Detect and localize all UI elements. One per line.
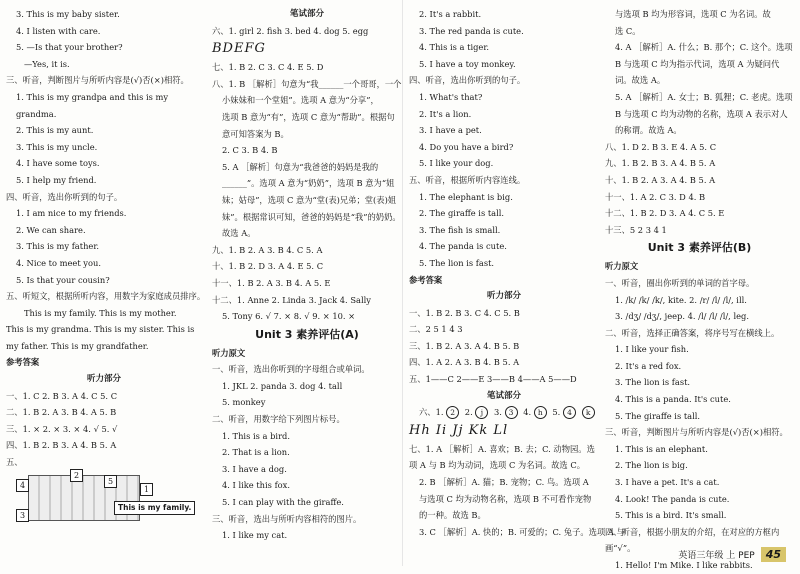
col4-line: 选 C。 <box>615 25 641 36</box>
column-2 <box>212 6 402 540</box>
col1-line: 2. We can share. <box>16 224 86 235</box>
col3-line: 4. Do you have a bird? <box>419 141 514 152</box>
col4-line: 2. The lion is big. <box>615 460 688 471</box>
order-box: 4 <box>16 479 29 492</box>
col1-line: 三、听音，判断图片与所听内容是(√)否(×)相符。 <box>6 75 189 86</box>
col3-line: 二、2 5 1 4 3 <box>409 324 463 335</box>
col2-line: 听力原文 <box>212 347 246 358</box>
family-caption: This is my family. <box>114 501 195 515</box>
col3-line: 听力部分 <box>486 291 521 302</box>
col4-line: 听力原文 <box>605 261 639 272</box>
col1-line: 二、1. B 2. A 3. B 4. A 5. B <box>6 407 117 418</box>
col4-line: 一、听音，圈出你听到的单词的首字母。 <box>605 277 755 288</box>
col2-line: Unit 3 素养评估(A) <box>255 327 359 341</box>
col4-line: 十三、5 2 3 4 1 <box>605 224 667 235</box>
col1-line: grandma. <box>16 108 57 119</box>
col1-line: 五、 <box>6 457 23 468</box>
col4-line: 1. /k/ /k/ /k/, kite. 2. /r/ /l/ /l/, ill. <box>615 294 747 305</box>
col3-line: 5. I like your dog. <box>419 158 494 169</box>
circled-letter: k <box>582 406 595 419</box>
col4-line: 3. I have a pet. It's a cat. <box>615 477 720 488</box>
col3-line: 4. This is a tiger. <box>419 42 490 53</box>
col4-line: 4. A ［解析］A. 什么；B. 那个；C. 这个。选项 B 与选项 C 均为指示代词，选项 A 为疑问代词。故选 A。 <box>615 42 793 86</box>
col3-line: 3. The red panda is cute. <box>419 25 524 36</box>
circled-letter: h <box>534 406 547 419</box>
col2-line: 1. I like my cat. <box>222 530 288 541</box>
page-number: 45 <box>761 547 786 562</box>
col1-line: 5. —Is that your brother? <box>16 42 123 53</box>
col3-line: 2. B ［解析］A. 猫；B. 宠物；C. 鸟。选项 A 与选项 C 均为动物名称，选项 B 不可看作宠物的一种。故选 B。 <box>419 477 592 521</box>
col1-line: 1. This is my grandpa and this is my <box>16 91 169 102</box>
col3-line: 3. I have a pet. <box>419 125 482 136</box>
col3-line: 参考答案 <box>409 274 443 285</box>
col3-line: 一、1. B 2. B 3. C 4. C 5. B <box>409 307 520 318</box>
col4-line: 4. Look! The panda is cute. <box>615 493 730 504</box>
col3-line: 2. The giraffe is tall. <box>419 208 505 219</box>
col1-line: This is my family. This is my mother. <box>24 307 177 318</box>
col4-line: 5. A ［解析］A. 女士；B. 狐狸；C. 老虎。选项 B 与选项 C 均为动物的名称，选项 A 表示对人的称谓。故选 A。 <box>615 91 793 136</box>
col1-line: 一、1. C 2. B 3. A 4. C 5. C <box>6 390 118 401</box>
col2-line: 4. I like this fox. <box>222 480 290 491</box>
col3-line: 四、1. A 2. A 3. B 4. B 5. A <box>409 357 520 368</box>
col3-line: Hh Ii Jj Kk Ll <box>409 422 509 438</box>
col3-line: 2. It's a lion. <box>419 108 472 119</box>
col2-line: 笔试部分 <box>289 9 324 19</box>
col3-line: 五、1——C 2——E 3——B 4——A 5——D <box>409 374 577 385</box>
col2-line: 意可知答案为 B。 <box>222 128 289 139</box>
circled-letter: j <box>475 406 488 419</box>
col4-line: 十、1. B 2. A 3. A 4. B 5. A <box>605 174 716 185</box>
family-picture <box>6 470 202 525</box>
col2-line: 八、1. B ［解析］句意为“我______一个哥哥，一个 <box>212 78 402 89</box>
col3-line: 4. The panda is cute. <box>419 241 507 252</box>
col3-line: 四、听音，选出你听到的句子。 <box>409 75 526 86</box>
col1-line: 五、听短文，根据所听内容，用数字为家庭成员排序。 <box>6 291 206 302</box>
col3-line: 1. The elephant is big. <box>419 191 513 202</box>
order-box: 3 <box>16 509 29 522</box>
circled-letter: 2 <box>446 406 459 419</box>
col2-line: 十一、1. B 2. A 3. B 4. A 5. E <box>212 277 331 288</box>
col4-line: 八、1. D 2. B 3. E 4. A 5. C <box>605 141 717 152</box>
col1-line: 四、1. B 2. B 3. A 4. B 5. A <box>6 440 117 451</box>
col4-line: 3. /dʒ/ /dʒ/, jeep. 4. /l/ /l/ /l/, leg. <box>615 311 749 322</box>
col1-line: 4. Nice to meet you. <box>16 257 101 268</box>
col2-line: 5. monkey <box>222 397 266 408</box>
col2-line: 3. I have a dog. <box>222 463 287 474</box>
col2-line: 1. JKL 2. panda 3. dog 4. tall <box>222 380 343 391</box>
col2-line: 5. A ［解析］句意为“我爸爸的妈妈是我的______”。选项 A 意为“奶奶”，选项 B 意为“姐妹；姑母”，选项 C 意为“堂(表)兄弟；堂(表)姐妹”。根据常识可知，爸爸的妈妈是“我”的奶奶。故选 A。 <box>222 161 401 239</box>
col1-line: 2. This is my aunt. <box>16 125 94 136</box>
col4-line: 5. This is a bird. It's small. <box>615 510 727 521</box>
col4-line: 三、听音，判断图片与所听内容是(√)否(×)相符。 <box>605 427 788 438</box>
col1-line: 三、1. × 2. × 3. × 4. √ 5. √ <box>6 423 118 434</box>
column-1 <box>6 6 206 540</box>
col4-line: 1. This is an elephant. <box>615 443 708 454</box>
col1-line: 参考答案 <box>6 357 40 368</box>
col1-line: This is my grandma. This is my sister. This is <box>6 324 195 335</box>
col4-line: 九、1. B 2. B 3. A 4. B 5. A <box>605 158 716 169</box>
col3-line: 五、听音，根据所听内容连线。 <box>409 174 526 185</box>
col4-line: 与选项 B 均为形容词，选项 C 为名词。故 <box>615 9 771 19</box>
order-box: 5 <box>104 475 117 488</box>
col2-line: 2. That is a lion. <box>222 447 290 458</box>
col1-line: 3. This is my uncle. <box>16 141 98 152</box>
page-footer <box>678 547 786 562</box>
circled-letter: 4 <box>563 406 576 419</box>
col3-line: 5. I have a toy monkey. <box>419 58 516 69</box>
col2-line: 5. I can play with the giraffe. <box>222 497 344 508</box>
page-fold <box>402 0 403 566</box>
col4-line: 十一、1. A 2. C 3. D 4. B <box>605 191 706 202</box>
col2-line: 三、听音，选出与所听内容相符的图片。 <box>212 513 362 524</box>
col1-line: 5. I help my friend. <box>16 174 97 185</box>
col3-line: 3. The fish is small. <box>419 224 501 235</box>
col3-line: 1. What's that? <box>419 91 483 102</box>
col3-line: 三、1. B 2. A 3. A 4. B 5. B <box>409 340 520 351</box>
col4-line: 四、听音，根据小朋友的介绍，在对应的方框内画“√”。 <box>605 526 780 554</box>
col2-line: 十二、1. Anne 2. Linda 3. Jack 4. Sally <box>212 294 371 305</box>
circled-answers: 六、1. 2 2. j 3. 3 4. h 5. 4 k <box>409 404 599 421</box>
col2-line: 六、1. girl 2. fish 3. bed 4. dog 5. egg <box>212 25 369 36</box>
col3-line: 3. C ［解析］A. 快的；B. 可爱的；C. 兔子。选项 A 与 <box>419 526 625 537</box>
col3-line: 七、1. A ［解析］A. 喜欢；B. 去；C. 动物园。选项 A 与 B 均为动词，选项 C 为名词。故选 C。 <box>409 443 595 471</box>
col4-line: 5. The giraffe is tall. <box>615 410 701 421</box>
col2-line: 十、1. B 2. D 3. A 4. E 5. C <box>212 261 324 272</box>
col1-line: 3. This is my baby sister. <box>16 9 120 19</box>
col2-line: 七、1. B 2. C 3. C 4. E 5. D <box>212 62 324 73</box>
col4-line: 十二、1. B 2. D 3. A 4. C 5. E <box>605 208 725 219</box>
col1-line: —Yes, it is. <box>24 58 70 69</box>
order-box: 2 <box>70 469 83 482</box>
col4-line: 2. It's a red fox. <box>615 360 682 371</box>
col4-line: 1. Hello! I'm Mike. I like rabbits. <box>615 560 753 570</box>
col2-line: BDEFG <box>212 41 266 57</box>
col2-line: 5. Tony 6. √ 7. × 8. √ 9. × 10. × <box>222 311 356 322</box>
circled-letter: 3 <box>505 406 518 419</box>
col2-line: 二、听音，用数字给下列图片标号。 <box>212 414 345 425</box>
col2-line: 2. C 3. B 4. B <box>222 145 278 156</box>
col1-line: 四、听音，选出你听到的句子。 <box>6 191 123 202</box>
order-box: 1 <box>140 483 153 496</box>
col1-line: 1. I am nice to my friends. <box>16 208 127 219</box>
col1-line: 听力部分 <box>86 374 121 385</box>
col1-line: my father. This is my grandfather. <box>6 340 149 351</box>
col1-line: 5. Is that your cousin? <box>16 274 110 285</box>
col1-line: 3. This is my father. <box>16 241 100 252</box>
col4-line: 3. The lion is fast. <box>615 377 691 388</box>
col3-line: 笔试部分 <box>486 390 521 401</box>
col4-line: Unit 3 素养评估(B) <box>647 241 752 255</box>
col4-line: 1. I like your fish. <box>615 344 689 355</box>
col2-line: 一、听音，选出你听到的字母组合或单词。 <box>212 364 370 375</box>
col3-line: 5. The lion is fast. <box>419 257 495 268</box>
col1-line: 4. I have some toys. <box>16 158 100 169</box>
col1-line: 4. I listen with care. <box>16 25 101 36</box>
col4-line: 4. This is a panda. It's cute. <box>615 394 731 405</box>
col3-line: 2. It's a rabbit. <box>419 9 482 19</box>
col2-line: 1. This is a bird. <box>222 430 290 441</box>
col2-line: 九、1. B 2. A 3. B 4. C 5. A <box>212 244 323 255</box>
footer-text: 英语三年级 上 PEP <box>678 551 755 561</box>
col2-line: 小妹妹和一个堂姐”。选项 A 意为“分享”， <box>222 95 379 106</box>
col4-line: 二、听音，选择正确答案，将序号写在横线上。 <box>605 327 780 338</box>
col2-line: 选项 B 意为“有”，选项 C 意为“帮助”。根据句 <box>222 111 395 122</box>
